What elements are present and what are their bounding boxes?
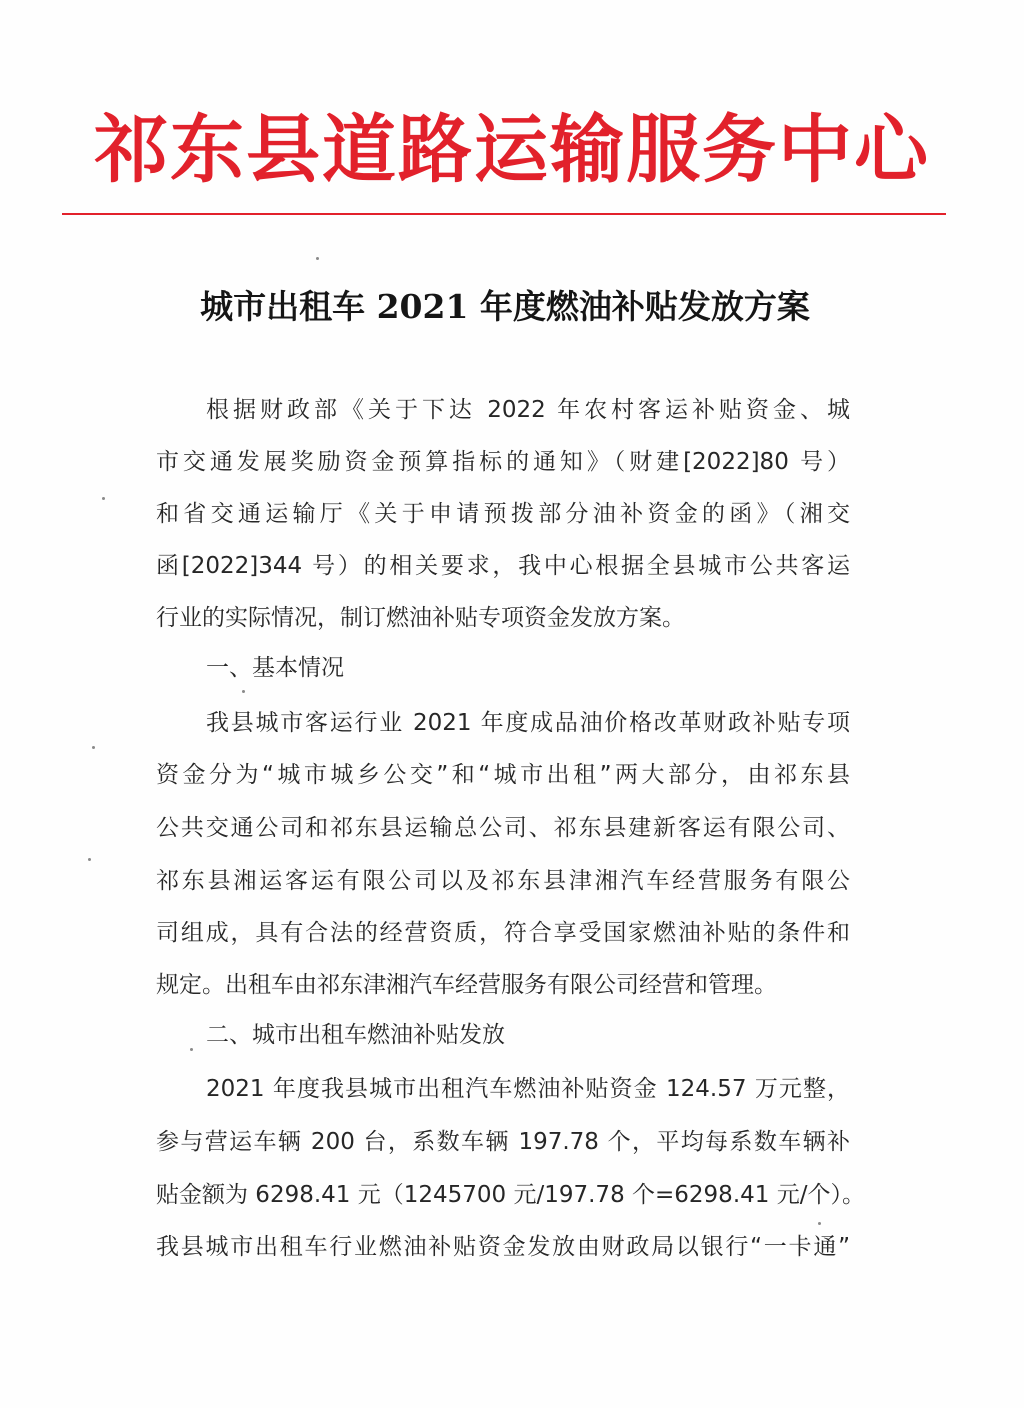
paragraph-1-line: 和省交通运输厅《关于申请预拨部分油补资金的函》（湘交 [156,501,850,527]
document-title: 城市出租车 2021 年度燃油补贴发放方案 [200,287,810,326]
scan-speck [92,746,95,749]
scan-speck [88,858,91,861]
paragraph-1-line: 函[2022]344 号）的相关要求，我中心根据全县城市公共客运 [156,553,850,579]
paragraph-1-line: 根据财政部《关于下达 2022 年农村客运补贴资金、城 [206,397,850,423]
paragraph-3-line: 2021 年度我县城市出租汽车燃油补贴资金 124.57 万元整， [206,1076,850,1102]
scan-speck [242,690,245,693]
paragraph-2-line: 我县城市客运行业 2021 年度成品油价格改革财政补贴专项 [206,710,850,736]
header-red-rule [62,213,946,215]
paragraph-2-line: 资金分为“城市城乡公交”和“城市出租”两大部分，由祁东县 [156,762,850,788]
section-heading-2: 二、城市出租车燃油补贴发放 [206,1022,505,1048]
organization-header: 祁东县道路运输服务中心 [94,107,930,193]
paragraph-2-line: 公共交通公司和祁东县运输总公司、祁东县建新客运有限公司、 [156,815,850,841]
paragraph-3-line: 参与营运车辆 200 台，系数车辆 197.78 个，平均每系数车辆补 [156,1129,850,1155]
scan-speck [316,257,319,260]
scan-speck [818,1222,821,1225]
paragraph-2-line: 司组成，具有合法的经营资质，符合享受国家燃油补贴的条件和 [156,920,850,946]
paragraph-1-line: 市交通发展奖励资金预算指标的通知》（财建[2022]80 号） [156,449,850,475]
scan-speck [190,1048,193,1051]
paragraph-3-line: 我县城市出租车行业燃油补贴资金发放由财政局以银行“一卡通” [156,1234,850,1260]
paragraph-2-line: 规定。出租车由祁东津湘汽车经营服务有限公司经营和管理。 [156,972,777,998]
paragraph-2-line: 祁东县湘运客运有限公司以及祁东县津湘汽车经营服务有限公 [156,868,850,894]
paragraph-1-line: 行业的实际情况，制订燃油补贴专项资金发放方案。 [156,605,685,631]
paragraph-3-line: 贴金额为 6298.41 元（1245700 元/197.78 个=6298.41 元/个）。 [156,1182,865,1208]
section-heading-1: 一、基本情况 [206,655,344,681]
scan-speck [102,497,105,500]
